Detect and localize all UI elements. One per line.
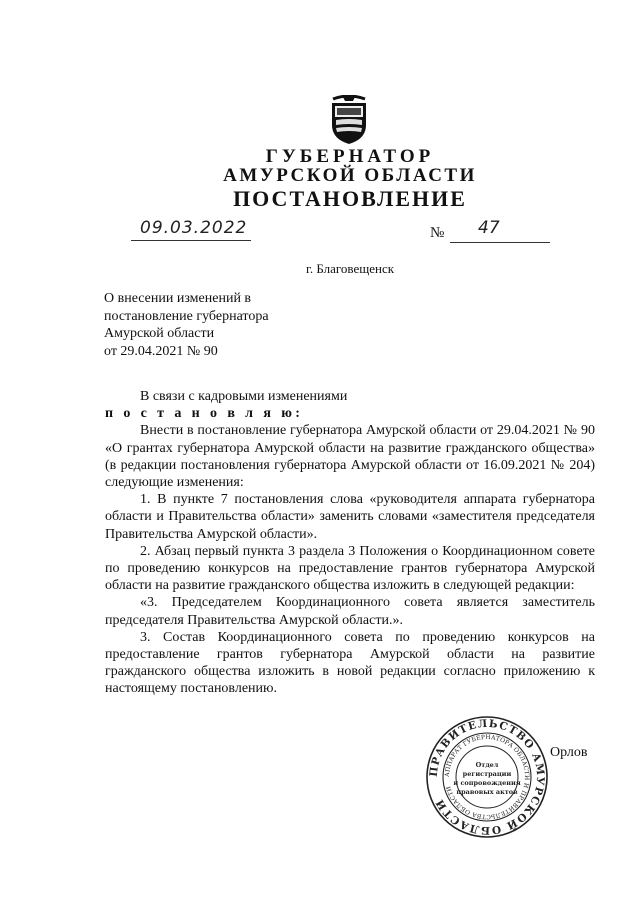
stamp-center-line: и сопровождения [453,779,521,787]
coat-of-arms-icon [327,95,371,145]
paragraph-item-2: 2. Абзац первый пункта 3 раздела 3 Положения о Координационном совете по проведению конкурсов на предоставление грантов губернатора Амурской области на развитие гражданского общества изложить в следующей редакции: [105,543,595,594]
stamp-inner-text: АППАРАТ ГУБЕРНАТОРА ОБЛАСТИ И ПРАВИТЕЛЬСТВА ОБЛАСТИ [443,733,531,821]
header-doc-type: ПОСТАНОВЛЕНИЕ [233,186,467,211]
document-number: 47 [478,218,500,238]
stamp-outer-text: ПРАВИТЕЛЬСТВО АМУРСКОЙ ОБЛАСТИ [427,717,547,837]
stamp-center-line: правовых актов [456,788,518,796]
number-underline [450,241,550,243]
city: г. Благовещенск [305,261,395,276]
stamp-center-line: Отдел [475,761,499,769]
header-region: АМУРСКОЙ ОБЛАСТИ [223,165,477,186]
document-date: 09.03.2022 [140,218,248,238]
number-sign: № [430,225,445,241]
official-stamp [425,715,549,839]
paragraph-main: Внести в постановление губернатора Амурской области от 29.04.2021 № 90 «О грантах губернатора Амурской области на развитие гражданского общества» (в редакции постановления губернатора Амурской области от 16.09.2021 № 204) следующие изменения: [105,423,595,491]
document-body [105,388,595,698]
paragraph-item-1: 1. В пункте 7 постановления слова «руководителя аппарата губернатора области и Правительства области» заменить словами «заместителя председателя Правительства Амурской области». [105,492,595,542]
header-governor: ГУБЕРНАТОР [265,146,435,167]
document-subject [104,290,269,360]
subject-line: Амурской области [104,326,215,341]
date-underline [131,239,251,241]
subject-line: постановление губернатора [104,308,269,324]
paragraph-quote: «3. Председателем Координационного совета является заместитель председателя Правительства Амурской области.». [105,595,595,628]
signer-name: Орлов [550,745,588,760]
paragraph-preamble: В связи с кадровыми изменениями [140,389,348,404]
stamp-center-line: регистрации [462,770,512,778]
subject-line: О внесении изменений в [104,291,252,306]
paragraph-item-3: 3. Состав Координационного совета по проведению конкурсов на предоставление грантов губернатора Амурской области на развитие гражданского общества изложить в новой редакции согласно приложению к настоящему постановлению. [105,629,595,697]
decree-word: п о с т а н о в л я ю: [105,406,304,422]
subject-line: от 29.04.2021 № 90 [104,343,218,359]
